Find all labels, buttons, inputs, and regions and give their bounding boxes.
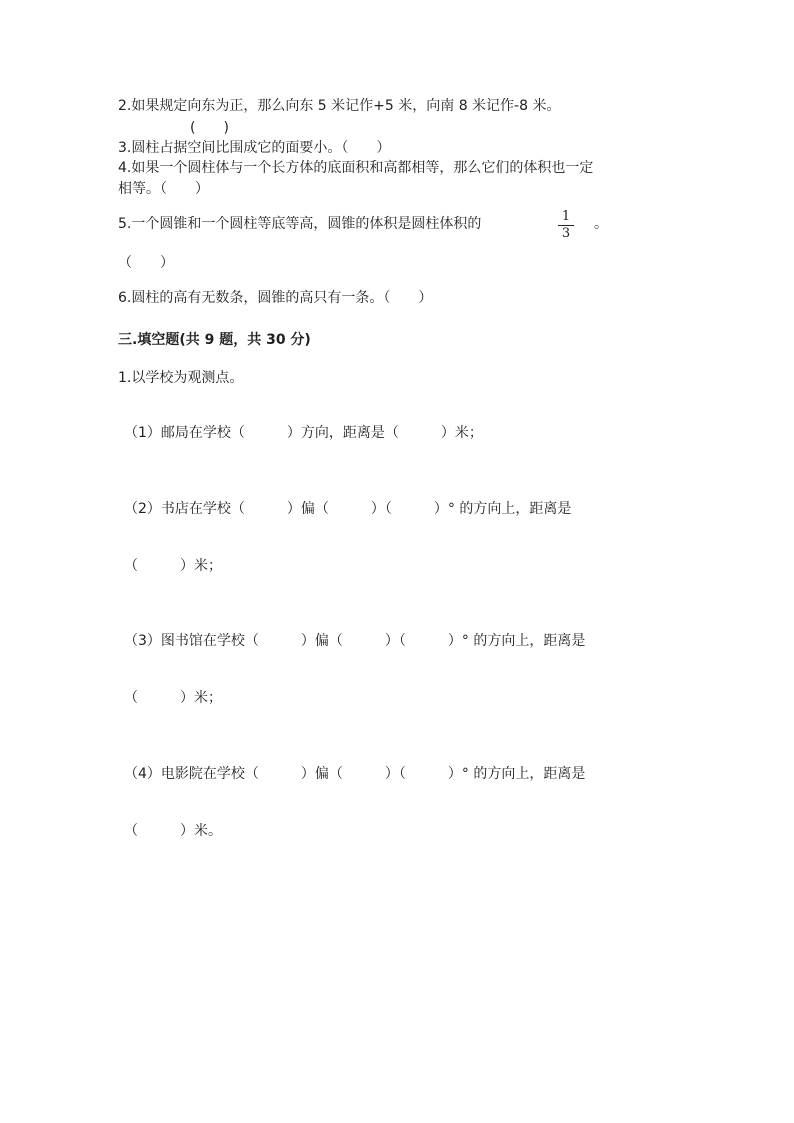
one-third-fraction (558, 210, 574, 241)
question-5-text: 5.一个圆锥和一个圆柱等底等高，圆锥的体积是圆柱体积的 (118, 216, 482, 232)
fill-item-4-line-1: （4）电影院在学校（ ）偏（ ）（ ）° 的方向上，距离是 (124, 766, 586, 782)
fill-item-4-line-2: （ ）米。 (124, 823, 222, 839)
question-5-answer-blank[interactable]: （ ） (118, 255, 174, 271)
fraction-denominator: 3 (561, 226, 571, 241)
fill-question-1: 1.以学校为观测点。 (118, 370, 244, 386)
question-2-text: 2.如果规定向东为正，那么向东 5 米记作+5 米，向南 8 米记作-8 米。 (118, 98, 561, 114)
fill-item-3-line-2: （ ）米； (124, 690, 222, 706)
question-2-answer-blank[interactable]: ( ) (190, 120, 229, 136)
question-4-line-1: 4.如果一个圆柱体与一个长方体的底面积和高都相等，那么它们的体积也一定 (118, 160, 594, 176)
fill-item-2-line-2: （ ）米； (124, 558, 222, 574)
fill-item-1: （1）邮局在学校（ ）方向，距离是（ ）米； (124, 425, 483, 441)
fill-item-2-line-1: （2）书店在学校（ ）偏（ ）（ ）° 的方向上，距离是 (124, 501, 572, 517)
question-6: 6.圆柱的高有无数条，圆锥的高只有一条。（ ） (118, 290, 433, 306)
fill-item-3-line-1: （3）图书馆在学校（ ）偏（ ）（ ）° 的方向上，距离是 (124, 633, 586, 649)
question-4-line-2: 相等。（ ） (118, 181, 209, 197)
question-3: 3.圆柱占据空间比围成它的面要小。（ ） (118, 140, 391, 156)
fraction-numerator: 1 (561, 209, 571, 224)
question-5-end: 。 (594, 216, 608, 232)
section-heading: 三.填空题(共 9 题，共 30 分) (118, 332, 311, 348)
